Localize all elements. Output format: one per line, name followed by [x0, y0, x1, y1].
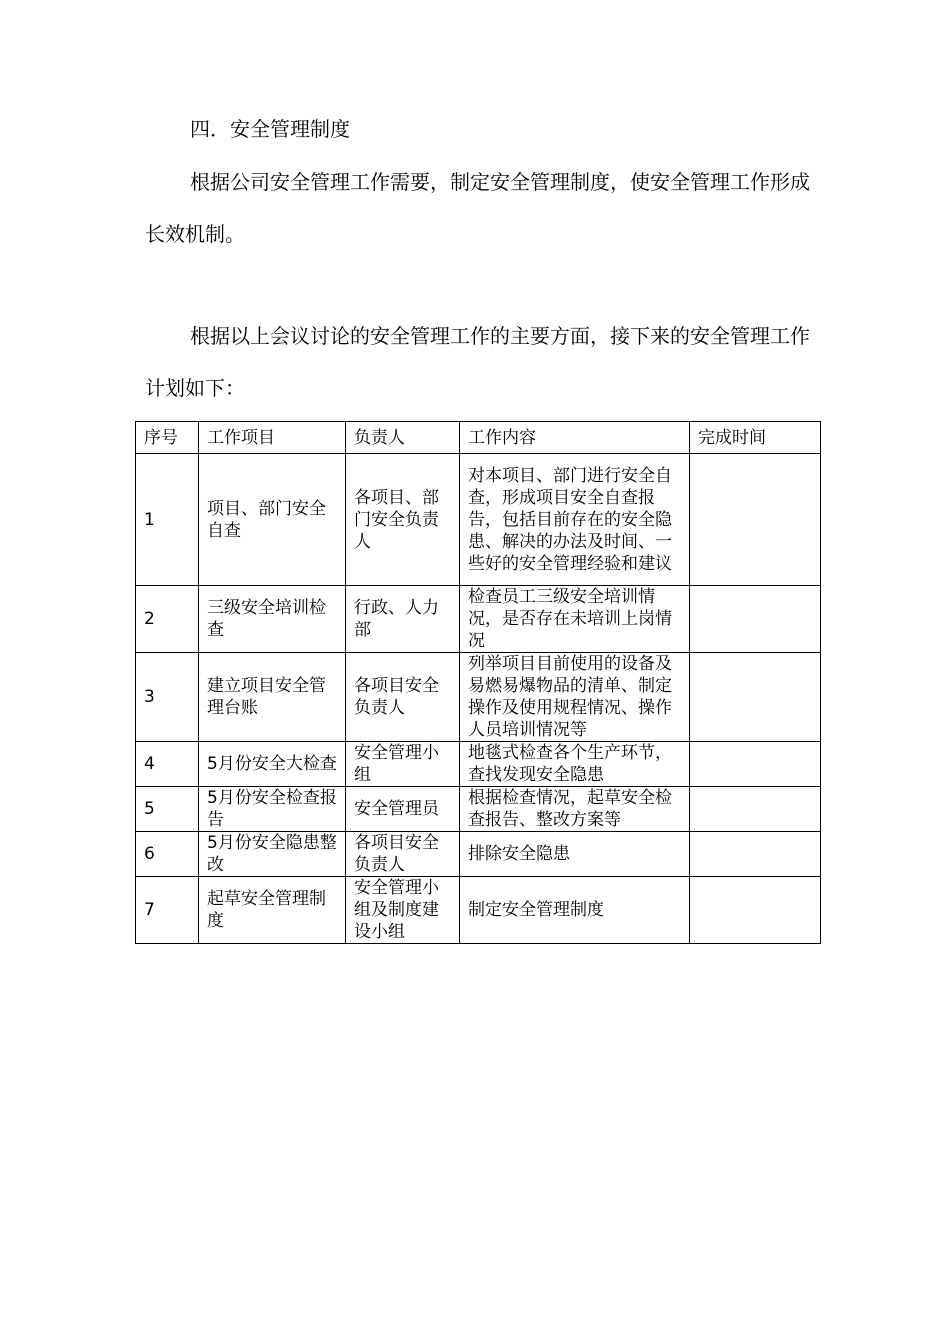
- intro-paragraph: [145, 156, 815, 260]
- cell-item: 项目、部门安全自查: [199, 454, 346, 586]
- intro-paragraph-text: 根据公司安全管理工作需要，制定安全管理制度，使安全管理工作形成长效机制。: [145, 170, 810, 246]
- cell-content: 检查员工三级安全培训情况，是否存在未培训上岗情况: [460, 586, 690, 653]
- header-item: 工作项目: [199, 422, 346, 454]
- header-time: 完成时间: [690, 422, 821, 454]
- cell-no: 4: [136, 742, 199, 787]
- cell-owner: 行政、人力部: [346, 586, 460, 653]
- cell-owner: 安全管理小组: [346, 742, 460, 787]
- cell-owner: 安全管理小组及制度建设小组: [346, 877, 460, 944]
- cell-item: 三级安全培训检查: [199, 586, 346, 653]
- cell-content: 地毯式检查各个生产环节，查找发现安全隐患: [460, 742, 690, 787]
- cell-content: 排除安全隐患: [460, 832, 690, 877]
- header-owner: 负责人: [346, 422, 460, 454]
- plan-intro-paragraph: [145, 310, 815, 414]
- cell-content: 对本项目、部门进行安全自查，形成项目安全自查报告，包括目前存在的安全隐患、解决的办法及时间、一些好的安全管理经验和建议: [460, 454, 690, 586]
- header-content: 工作内容: [460, 422, 690, 454]
- cell-time: [690, 877, 821, 944]
- cell-item: 5月份安全大检查: [199, 742, 346, 787]
- cell-no: 3: [136, 653, 199, 742]
- table-row: [136, 653, 821, 742]
- cell-time: [690, 832, 821, 877]
- cell-no: 6: [136, 832, 199, 877]
- cell-no: 7: [136, 877, 199, 944]
- cell-item: 起草安全管理制度: [199, 877, 346, 944]
- cell-content: 根据检查情况，起草安全检查报告、整改方案等: [460, 787, 690, 832]
- cell-owner: 安全管理员: [346, 787, 460, 832]
- section-heading: 四．安全管理制度: [190, 117, 350, 141]
- table-row: [136, 877, 821, 944]
- cell-owner: 各项目、部门安全负责人: [346, 454, 460, 586]
- work-plan-table: [135, 421, 821, 944]
- cell-content: 制定安全管理制度: [460, 877, 690, 944]
- cell-owner: 各项目安全负责人: [346, 653, 460, 742]
- table-row: [136, 832, 821, 877]
- table-row: [136, 586, 821, 653]
- table-row: [136, 787, 821, 832]
- table-header-row: [136, 422, 821, 454]
- cell-time: [690, 586, 821, 653]
- cell-time: [690, 653, 821, 742]
- cell-item: 5月份安全隐患整改: [199, 832, 346, 877]
- table-row: [136, 742, 821, 787]
- cell-time: [690, 787, 821, 832]
- cell-time: [690, 742, 821, 787]
- cell-item: 建立项目安全管理台账: [199, 653, 346, 742]
- cell-owner: 各项目安全负责人: [346, 832, 460, 877]
- header-no: 序号: [136, 422, 199, 454]
- cell-no: 5: [136, 787, 199, 832]
- cell-no: 1: [136, 454, 199, 586]
- cell-time: [690, 454, 821, 586]
- table-row: [136, 454, 821, 586]
- plan-intro-paragraph-text: 根据以上会议讨论的安全管理工作的主要方面，接下来的安全管理工作计划如下：: [145, 324, 810, 400]
- cell-no: 2: [136, 586, 199, 653]
- cell-content: 列举项目目前使用的设备及易燃易爆物品的清单、制定操作及使用规程情况、操作人员培训情况等: [460, 653, 690, 742]
- cell-item: 5月份安全检查报告: [199, 787, 346, 832]
